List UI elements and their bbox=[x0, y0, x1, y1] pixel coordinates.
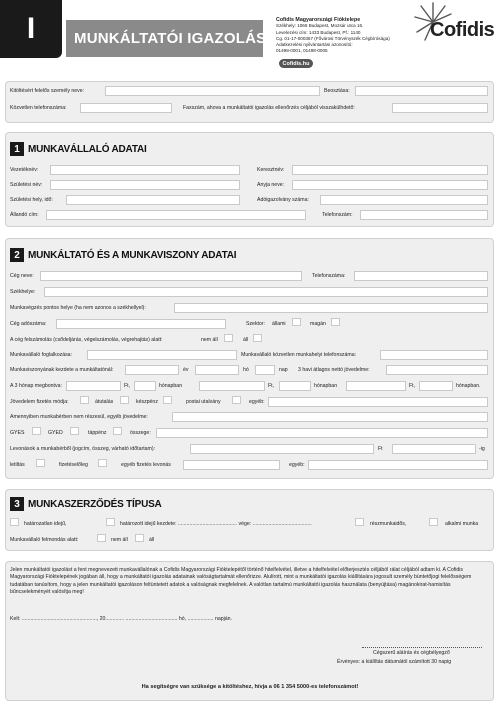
adoszam-label: Cég adószáma: bbox=[10, 321, 47, 327]
gyes-checkbox[interactable] bbox=[32, 427, 41, 435]
felszamolas-nem-all-label: nem áll bbox=[201, 337, 218, 343]
section-number: 3 bbox=[10, 497, 24, 511]
honap3-osszeg-field[interactable] bbox=[346, 381, 406, 391]
keszpenz-checkbox[interactable] bbox=[163, 396, 172, 404]
osszege-label: összege: bbox=[130, 430, 151, 436]
vezeteknev-field[interactable] bbox=[50, 165, 240, 175]
company-line: Adatkezelési nyilvántartási azonosító: bbox=[276, 42, 353, 48]
osszege-field[interactable] bbox=[156, 428, 488, 438]
section-3-header bbox=[10, 497, 162, 511]
section-number: 2 bbox=[10, 248, 24, 262]
kezdete-ho-field[interactable] bbox=[195, 365, 239, 375]
allami-checkbox[interactable] bbox=[292, 318, 301, 326]
felszamolas-label: A cég felszámolás (csődeljárás, végelszámolás, végrehajtás) alatt: bbox=[10, 337, 163, 343]
fax-field[interactable] bbox=[392, 103, 488, 113]
telefonszam-field[interactable] bbox=[360, 210, 488, 220]
ceg-neve-label: Cég neve: bbox=[10, 273, 34, 279]
szektor-label: Szektor: bbox=[246, 321, 266, 327]
section-number: 1 bbox=[10, 142, 24, 156]
levonas-ig-field[interactable] bbox=[392, 444, 476, 454]
kezdete-nap-field[interactable] bbox=[255, 365, 275, 375]
foglalkozas-label: Munkavállaló foglalkozása: bbox=[10, 352, 72, 358]
beosztas-label: Beosztása: bbox=[324, 88, 350, 94]
gyed-checkbox[interactable] bbox=[70, 427, 79, 435]
vezeteknev-label: Vezetéknév: bbox=[10, 167, 39, 173]
date-line: Kelt: ...................................................., 20............. .................................... hó, .................. napján. bbox=[10, 616, 232, 622]
allando-cim-field[interactable] bbox=[46, 210, 306, 220]
levonas-egyeb-field[interactable] bbox=[308, 460, 488, 470]
ceg-neve-field[interactable] bbox=[40, 271, 302, 281]
hatarozott-checkbox[interactable] bbox=[106, 518, 115, 526]
ev-label: év bbox=[183, 367, 189, 373]
atlagos-jovedelem-label: 3 havi átlagos nettó jövedelme: bbox=[298, 367, 370, 373]
fizetes-egyeb-label: egyéb: bbox=[249, 399, 265, 405]
postai-utalvany-checkbox[interactable] bbox=[232, 396, 241, 404]
ft-label: Ft, bbox=[268, 383, 275, 389]
honap3-field[interactable] bbox=[419, 381, 453, 391]
egyeb-levonas-label: egyéb fizetés levonás bbox=[121, 462, 171, 468]
company-line: Levelezési cím: 1433 Budapest, Pf.: 1140 bbox=[276, 29, 361, 35]
reszesul-label: Amennyiben munkabérben nem részesül, egyéb jövedelme: bbox=[10, 414, 148, 420]
egyeb-levonas-field[interactable] bbox=[183, 460, 280, 470]
gyed-label: GYED bbox=[48, 430, 63, 436]
szuletesi-hely-label: Születési hely, idő: bbox=[10, 197, 53, 203]
ft-label: Ft, bbox=[124, 383, 131, 389]
signature-line bbox=[362, 647, 482, 648]
reszmunkaido-label: részmunkaidős, bbox=[370, 521, 407, 527]
nap-label: nap bbox=[279, 367, 288, 373]
ceg-telefon-label: Telefonszáma: bbox=[312, 273, 346, 279]
anyja-neve-field[interactable] bbox=[292, 180, 488, 190]
reszmunkaido-checkbox[interactable] bbox=[355, 518, 364, 526]
fizetes-modja-checkbox[interactable] bbox=[80, 396, 89, 404]
fizeteseloleg-label: fizetéselőleg bbox=[59, 462, 88, 468]
allami-label: állami bbox=[272, 321, 286, 327]
honapban-label: hónapban bbox=[314, 383, 338, 389]
felmondas-nem-all-label: nem áll bbox=[111, 537, 128, 543]
fizetes-egyeb-field[interactable] bbox=[268, 397, 488, 407]
reszesul-field[interactable] bbox=[172, 412, 488, 422]
munkahelyi-telefon-field[interactable] bbox=[380, 350, 488, 360]
felelos-field[interactable] bbox=[105, 86, 320, 96]
levonas-egyeb-label: egyéb: bbox=[289, 462, 305, 468]
keszpenz-label: készpénz bbox=[136, 399, 158, 405]
telefonszam-label: Telefonszám: bbox=[322, 212, 353, 218]
honap1-osszeg-field[interactable] bbox=[66, 381, 121, 391]
munkahelyi-telefon-label: Munkavállaló közvetlen munkahelyi telefonszáma: bbox=[241, 352, 357, 358]
company-info bbox=[276, 17, 404, 55]
postai-utalvany-label: postai utalvány bbox=[186, 399, 221, 405]
section-title: MUNKAVÁLLALÓ ADATAI bbox=[28, 143, 147, 155]
adoszam-field[interactable] bbox=[56, 319, 226, 329]
kezdete-label: Munkaviszonyának kezdete a munkáltatónál: bbox=[10, 367, 114, 373]
felelos-label: Kitöltésért felelős személy neve: bbox=[10, 88, 85, 94]
keresztnev-label: Keresztnév: bbox=[257, 167, 285, 173]
felmondas-nem-all-checkbox[interactable] bbox=[97, 534, 106, 542]
alkalmi-munka-label: alkalmi munka bbox=[445, 521, 479, 527]
levonasok-field[interactable] bbox=[190, 444, 374, 454]
honapban-label: hónapban. bbox=[456, 383, 481, 389]
section-1-header bbox=[10, 142, 147, 156]
szekhely-label: Székhelye: bbox=[10, 289, 36, 295]
megbontva-label: A 3 hónap megbontva: bbox=[10, 383, 62, 389]
allando-cim-label: Állandó cím: bbox=[10, 212, 39, 218]
ho-label: hó bbox=[243, 367, 249, 373]
kezdete-ev-field[interactable] bbox=[125, 365, 179, 375]
honap2-osszeg-field[interactable] bbox=[199, 381, 265, 391]
anyja-neve-label: Anyja neve: bbox=[257, 182, 285, 188]
atlagos-jovedelem-field[interactable] bbox=[386, 365, 488, 375]
cofidis-logo-text: Cofidis bbox=[430, 19, 495, 41]
letiltas-checkbox[interactable] bbox=[36, 459, 45, 467]
adoigazolvany-field[interactable] bbox=[320, 195, 488, 205]
felszamolas-all-checkbox[interactable] bbox=[253, 334, 262, 342]
fizeteseloleg-checkbox[interactable] bbox=[98, 459, 107, 467]
honap1-field[interactable] bbox=[134, 381, 156, 391]
section-2-header bbox=[10, 248, 236, 262]
magan-label: magán bbox=[310, 321, 326, 327]
felmondas-all-label: áll bbox=[149, 537, 155, 543]
felszamolas-nem-all-checkbox[interactable] bbox=[224, 334, 233, 342]
ft-label: Ft, bbox=[409, 383, 416, 389]
ft-plain-label: Ft bbox=[378, 446, 383, 452]
company-line: 01498-0001, 01498-0005 bbox=[276, 48, 328, 54]
magan-checkbox[interactable] bbox=[331, 318, 340, 326]
foglalkozas-field[interactable] bbox=[87, 350, 237, 360]
adoigazolvany-label: Adóigazolvány száma: bbox=[257, 197, 309, 203]
gyes-label: GYES bbox=[10, 430, 25, 436]
tappenz-checkbox[interactable] bbox=[113, 427, 122, 435]
levonasok-label: Levonások a munkabérből (jogcím, összeg, várható időtartam): bbox=[10, 446, 156, 452]
website-badge: Cofidis.hu bbox=[279, 59, 313, 68]
munkavegzes-field[interactable] bbox=[174, 303, 488, 313]
atutalas-label: átutalás bbox=[95, 399, 114, 405]
tappenz-label: táppénz bbox=[88, 430, 107, 436]
felszamolas-all-label: áll bbox=[243, 337, 249, 343]
alkalmi-munka-checkbox[interactable] bbox=[429, 518, 438, 526]
munkavegzes-label: Munkavégzés pontos helye (ha nem azonos a székhellyel): bbox=[10, 305, 146, 311]
hatarozatlan-checkbox[interactable] bbox=[10, 518, 19, 526]
felmondas-all-checkbox[interactable] bbox=[135, 534, 144, 542]
felmondas-label: Munkavállaló felmondás alatt: bbox=[10, 537, 79, 543]
signature-label: Cégszerű aláírás és cégbélyegző bbox=[373, 650, 450, 656]
ceg-telefon-field[interactable] bbox=[354, 271, 488, 281]
statement-text: Jelen munkáltatói igazolást a fent megnevezett munkavállalónak a Cofidis Magyarországi Fióktelepétől történő hitelfelvétel, illetve a hitelfelvétel előterjesztés céljából rálat céljából adtam ki. A Cofidis Magyarországi Fióktelepének jogában áll, hogy a munkáltatói igazolás adatainak valóságtartalmát ellenőrizze. Alulírott, mint a munkáltatói igazolás kiállítására jogosult személy büntetőjogi felelősségem tudatában tanúsítom, hogy a jelen munkáltatói igazoláson feltüntetett adatok a valóságnak megfelelnek. A valótlan tartalmú munkáltatói igazolás használata (benyújtása) magánokirat-hamisítás bűncselekményét valósítja meg! bbox=[10, 567, 472, 595]
kozvetlen-telefon-field[interactable] bbox=[80, 103, 172, 113]
company-line: Cg. 01-17-000367 (Fővárosi Törvényszék Cégbírósága) bbox=[276, 35, 390, 41]
honap2-field[interactable] bbox=[279, 381, 311, 391]
page-title: MUNKÁLTATÓI IGAZOLÁS bbox=[74, 30, 267, 47]
szuletesi-nev-label: Születési név: bbox=[10, 182, 43, 188]
szekhely-field[interactable] bbox=[44, 287, 488, 297]
honapban-label: hónapban bbox=[159, 383, 183, 389]
header-roman-numeral: I bbox=[26, 12, 36, 45]
fax-label: Faxszám, ahova a munkáltatói igazolás ellenőrzés céljából visszakülhdető: bbox=[183, 105, 355, 111]
kozvetlen-telefon-label: Közvetlen telefonszáma: bbox=[10, 105, 67, 111]
ig-label: -ig bbox=[479, 446, 485, 452]
section-title: MUNKASZERZŐDÉS TÍPUSA bbox=[28, 498, 162, 510]
help-text: Ha segítségre van szüksége a kitöltéshez, hívja a 06 1 354 5000-es telefonszámot! bbox=[141, 684, 359, 690]
company-line: Székhely: 1066 Budapest, Mozsár utca 16. bbox=[276, 23, 364, 29]
section-title: MUNKÁLTATÓ ÉS A MUNKAVISZONY ADATAI bbox=[28, 249, 237, 261]
letiltas-label: letiltás bbox=[10, 462, 25, 468]
szuletesi-nev-field[interactable] bbox=[50, 180, 240, 190]
beosztas-field[interactable] bbox=[355, 86, 488, 96]
hatarozatlan-label: határozatlan idejű, bbox=[24, 521, 67, 527]
fizetes-modja-label: Jövedelem fizetés módja: bbox=[10, 399, 69, 405]
szuletesi-hely-field[interactable] bbox=[66, 195, 240, 205]
keresztnev-field[interactable] bbox=[292, 165, 488, 175]
hatarozott-label: határozott idejű kezdete: ......................................... vége: ......................................... bbox=[120, 521, 312, 527]
atutalas-checkbox[interactable] bbox=[120, 396, 129, 404]
company-line: Cofidis Magyarországi Fióktelepe bbox=[276, 17, 361, 23]
validity-label: Érvényes: a kiállítás dátumától számított 30 napig bbox=[337, 659, 452, 665]
